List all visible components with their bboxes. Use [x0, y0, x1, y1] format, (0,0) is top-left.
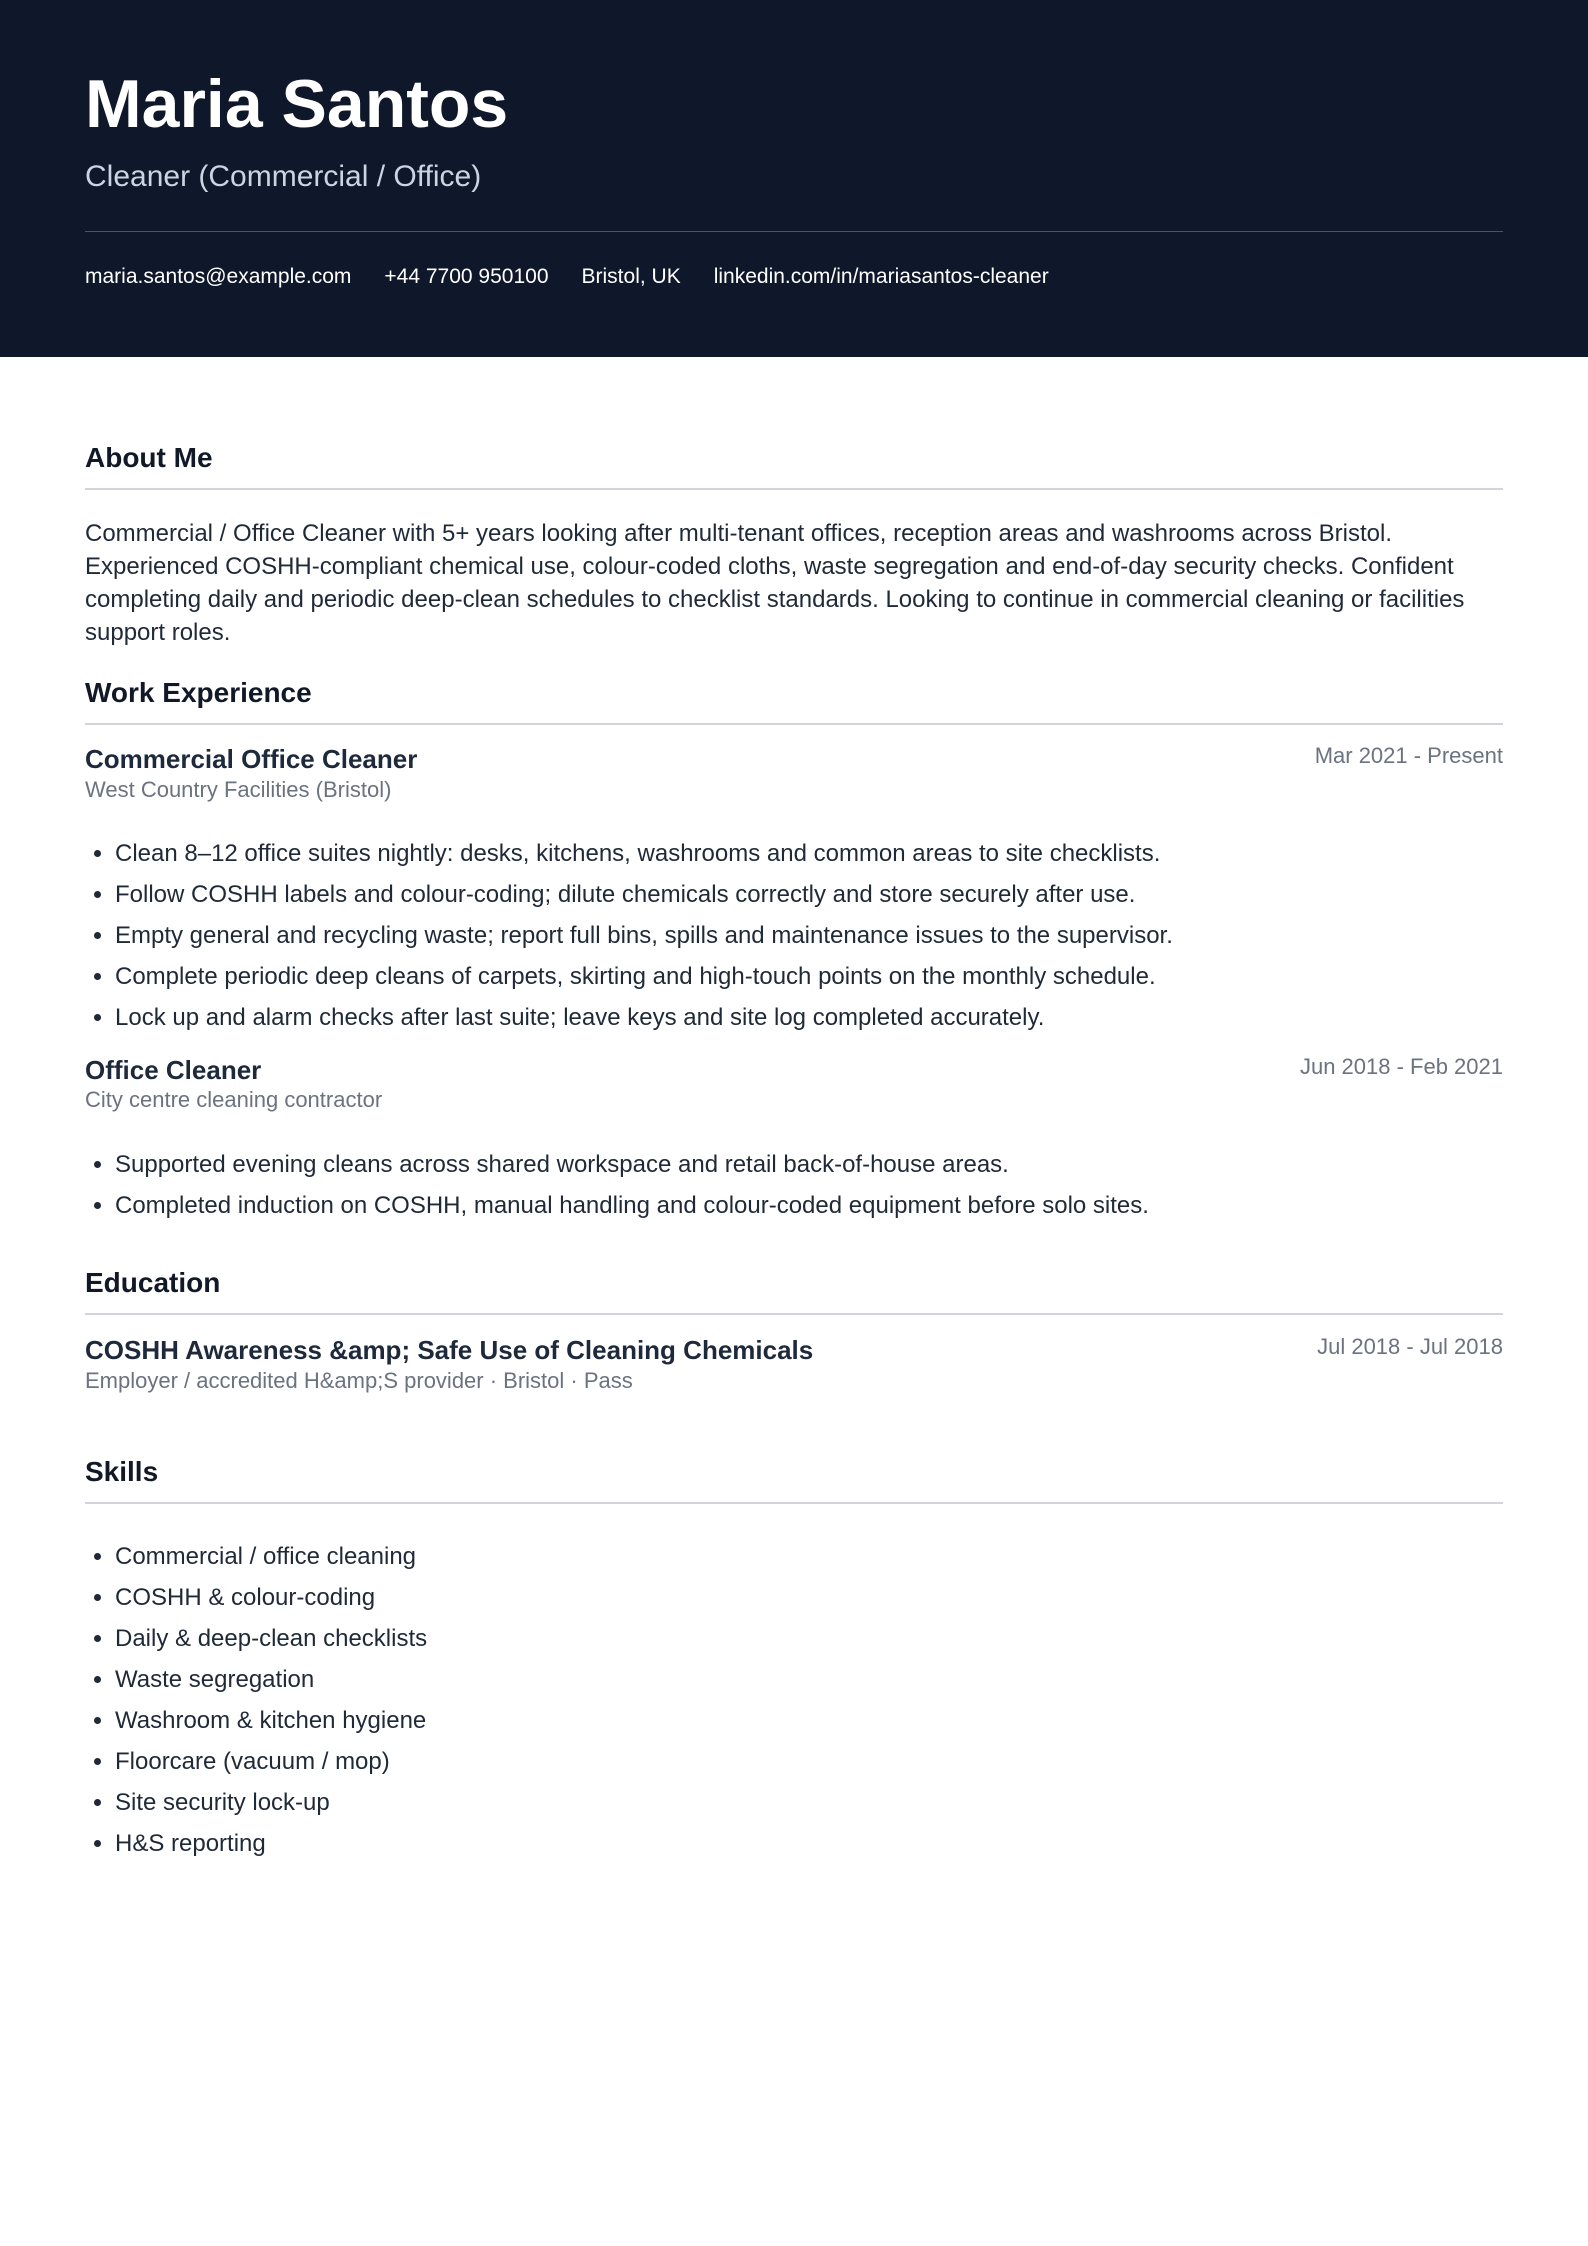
list-item: • Commercial / office cleaning [115, 1536, 427, 1577]
education-title: COSHH Awareness &amp; Safe Use of Cleaning Chemicals [85, 1335, 814, 1365]
list-item: • Floorcare (vacuum / mop) [115, 1741, 427, 1782]
education-section-title: Education [85, 1267, 221, 1298]
resume-header [0, 0, 1588, 357]
list-item: • Clean 8–12 office suites nightly: desks, kitchens, washrooms and common areas to site checklists. [115, 833, 1173, 874]
skills-section-title: Skills [85, 1456, 159, 1487]
list-item: • H&S reporting [115, 1823, 427, 1864]
job-dates: Mar 2021 - Present [1314, 743, 1503, 768]
list-item: • Site security lock-up [115, 1782, 427, 1823]
education-divider [85, 1313, 1503, 1315]
list-item: • Follow COSHH labels and colour-coding; dilute chemicals correctly and store securely after use. [115, 874, 1173, 915]
list-item: • Completed induction on COSHH, manual handling and colour-coded equipment before solo sites. [115, 1185, 1149, 1226]
list-item: • Lock up and alarm checks after last suite; leave keys and site log completed accurately. [115, 997, 1173, 1038]
contact-location: Bristol, UK [581, 265, 681, 288]
list-item: • Waste segregation [115, 1659, 427, 1700]
candidate-role: Cleaner (Commercial / Office) [85, 160, 482, 193]
skills-divider [85, 1502, 1503, 1504]
experience-divider [85, 723, 1503, 725]
list-item: • Daily & deep-clean checklists [115, 1618, 427, 1659]
job-dates: Jun 2018 - Feb 2021 [1299, 1054, 1503, 1079]
education-details: Employer / accredited H&amp;S provider · Bristol · Pass [85, 1368, 633, 1393]
job-bullets [85, 1144, 1149, 1226]
list-item: • Empty general and recycling waste; report full bins, spills and maintenance issues to the supervisor. [115, 915, 1173, 956]
contact-linkedin[interactable]: linkedin.com/in/mariasantos-cleaner [713, 265, 1049, 288]
about-section-title: About Me [85, 442, 213, 473]
contact-phone[interactable]: +44 7700 950100 [384, 265, 549, 288]
job-company: West Country Facilities (Bristol) [85, 777, 392, 802]
list-item: • Supported evening cleans across shared workspace and retail back-of-house areas. [115, 1144, 1149, 1185]
job-title: Office Cleaner [85, 1055, 262, 1085]
job-title: Commercial Office Cleaner [85, 744, 418, 774]
about-divider [85, 488, 1503, 490]
experience-section-title: Work Experience [85, 677, 312, 708]
contact-email[interactable]: maria.santos@example.com [85, 265, 352, 288]
header-divider [85, 231, 1503, 232]
job-bullets [85, 833, 1173, 1038]
education-dates: Jul 2018 - Jul 2018 [1317, 1334, 1503, 1359]
about-summary: Commercial / Office Cleaner with 5+ years looking after multi-tenant offices, reception areas and washrooms across Bristol. Experienced COSHH-compliant chemical use, colour-coded cloths, waste segregation and end-of-day security checks. Confident completing daily and periodic deep-clean schedules to checklist standards. Looking to continue in commercial cleaning or facilities support roles. [85, 520, 1465, 646]
job-company: City centre cleaning contractor [85, 1087, 383, 1112]
contact-list [85, 262, 1082, 292]
list-item: • Washroom & kitchen hygiene [115, 1700, 427, 1741]
skills-list [85, 1536, 427, 1864]
list-item: • COSHH & colour-coding [115, 1577, 427, 1618]
list-item: • Complete periodic deep cleans of carpets, skirting and high-touch points on the monthly schedule. [115, 956, 1173, 997]
candidate-name: Maria Santos [85, 66, 509, 142]
